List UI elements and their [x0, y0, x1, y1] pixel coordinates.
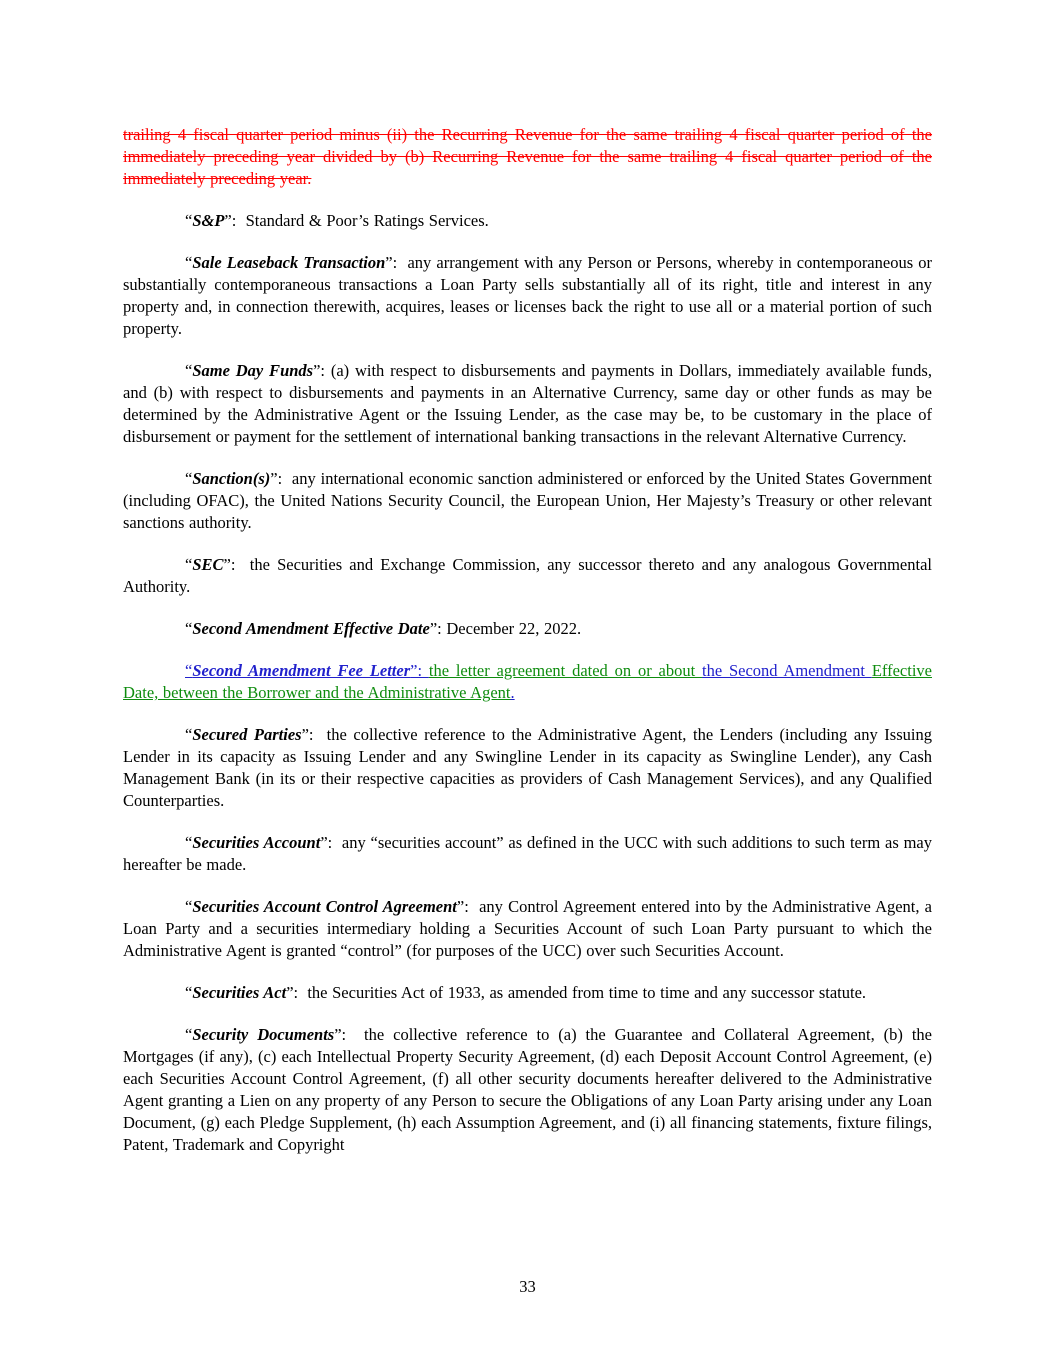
definition-securities-account-segment-normal: ”: any “securities account” as defined in the UCC with such additions to such term as may hereafter be made.: [123, 833, 932, 874]
definition-second-amendment-fee-letter-segment-ins-green: Effective Date, between the Borrower and the Administrative Agent: [123, 661, 932, 702]
definition-security-documents-segment-term: Security Documents: [192, 1025, 335, 1044]
definition-securities-act: [123, 982, 932, 1004]
definition-sanctions-segment-normal: “: [185, 469, 193, 488]
definition-same-day-funds-segment-normal: “: [185, 361, 193, 380]
definition-second-amendment-fee-letter-segment-ins-blue: ”:: [410, 661, 429, 680]
definition-second-amendment-effective-date: [123, 618, 932, 640]
definition-securities-account-control-agreement-segment-normal: ”: any Control Agreement entered into by the Administrative Agent, a Loan Party and a securities intermediary holding a Securities Account of such Loan Party pursuant to which the Administrative Agent is granted “control” (for purposes of the UCC) over such Securities Account.: [123, 897, 933, 960]
definition-second-amendment-fee-letter: [123, 660, 932, 704]
definition-security-documents-segment-normal: “: [185, 1025, 193, 1044]
definition-second-amendment-effective-date-segment-term: Second Amendment Effective Date: [192, 619, 430, 638]
definition-second-amendment-fee-letter-segment-ins-blue-term: Second Amendment Fee Letter: [192, 661, 411, 680]
definition-sec-segment-normal: “: [185, 555, 193, 574]
definition-security-documents: [123, 1024, 932, 1156]
definition-secured-parties-segment-normal: ”: the collective reference to the Administrative Agent, the Lenders (including any Issuing Lender in its capacity as Issuing Lender and any Swingline Lender in its capacity as Swingline Lender), any Cash Management Bank (in its or their respective capacities as providers of Cash Management Services), and any Qualified Counterparties.: [123, 725, 932, 810]
definition-sanctions: [123, 468, 932, 534]
definition-sanctions-segment-term: Sanction(s): [192, 469, 271, 488]
definition-sanctions-segment-normal: ”: any international economic sanction administered or enforced by the United States Government (including OFAC), the United Nations Security Council, the European Union, Her Majesty’s Treasury or other relevant sanctions authority.: [123, 469, 932, 532]
definition-same-day-funds-segment-normal: ”: (a) with respect to disbursements and payments in Dollars, immediately available funds, and (b) with respect to disbursements and payments in an Alternative Currency, same day or other funds as may be determined by the Administrative Agent or the Issuing Lender, as the case may be, to be customary in the place of disbursement or payment for the settlement of international banking transactions in the relevant Alternative Currency.: [123, 361, 932, 446]
definition-sale-leaseback-transaction-segment-term: Sale Leaseback Transaction: [192, 253, 386, 272]
definition-securities-account-control-agreement: [123, 896, 932, 962]
definition-securities-act-segment-normal: ”: the Securities Act of 1933, as amended from time to time and any successor statute.: [286, 983, 867, 1002]
definition-sec-segment-term: SEC: [192, 555, 224, 574]
definition-sale-leaseback-transaction-segment-normal: “: [185, 253, 193, 272]
definition-sandp: [123, 210, 932, 232]
definition-securities-account: [123, 832, 932, 876]
definition-second-amendment-fee-letter-segment-ins-blue: .: [510, 683, 515, 702]
definition-sandp-segment-normal: “: [185, 211, 193, 230]
page-number: 33: [519, 1277, 536, 1296]
definition-second-amendment-effective-date-segment-normal: “: [185, 619, 193, 638]
definition-secured-parties-segment-term: Secured Parties: [192, 725, 302, 744]
definition-securities-account-control-agreement-segment-term: Securities Account Control Agreement: [192, 897, 457, 916]
definition-secured-parties: [123, 724, 932, 812]
definition-same-day-funds-segment-term: Same Day Funds: [192, 361, 314, 380]
deleted-clause-continuation: [123, 124, 932, 190]
definition-second-amendment-fee-letter-segment-ins-green: the letter agreement dated on or about: [428, 661, 702, 680]
definition-second-amendment-fee-letter-segment-ins-blue: “: [185, 661, 193, 680]
definition-secured-parties-segment-normal: “: [185, 725, 193, 744]
definition-sec: [123, 554, 932, 598]
definition-securities-account-segment-normal: “: [185, 833, 193, 852]
definition-securities-account-segment-term: Securities Account: [192, 833, 321, 852]
definition-sandp-segment-term: S&P: [192, 211, 225, 230]
definition-securities-account-control-agreement-segment-normal: “: [185, 897, 193, 916]
definition-security-documents-segment-normal: ”: the collective reference to (a) the Guarantee and Collateral Agreement, (b) the Mortgages (if any), (c) each Intellectual Property Security Agreement, (d) each Deposit Account Control Agreement, (e) each Securities Account Control Agreement, (f) all other security documents hereafter delivered to the Administrative Agent granting a Lien on any property of any Person to secure the Obligations of any Loan Party arising under any Loan Document, (g) each Pledge Supplement, (h) each Assumption Agreement, and (i) all financing statements, fixture filings, Patent, Trademark and Copyright: [123, 1025, 932, 1154]
deleted-clause-continuation-segment-del: trailing 4 fiscal quarter period minus (ii) the Recurring Revenue for the same trailing 4 fiscal quarter period of the immediately preceding year divided by (b) Recurring Revenue for the same trailing 4 fiscal quarter period of the immediately preceding year.: [123, 125, 932, 188]
definition-sandp-segment-normal: ”: Standard & Poor’s Ratings Services.: [224, 211, 489, 230]
definition-same-day-funds: [123, 360, 932, 448]
definition-sale-leaseback-transaction-segment-normal: ”: any arrangement with any Person or Persons, whereby in contemporaneous or substantially contemporaneous transactions a Loan Party sells substantially all of its right, title and interest in any property and, in connection therewith, acquires, leases or licenses back the right to use all or a material portion of such property.: [123, 253, 932, 338]
definition-second-amendment-effective-date-segment-normal: ”: December 22, 2022.: [429, 619, 582, 638]
definition-sec-segment-normal: ”: the Securities and Exchange Commission, any successor thereto and any analogous Governmental Authority.: [123, 555, 932, 596]
definition-securities-act-segment-normal: “: [185, 983, 193, 1002]
definition-sale-leaseback-transaction: [123, 252, 932, 340]
definition-second-amendment-fee-letter-segment-ins-blue: the Second Amendment: [701, 661, 872, 680]
document-body: [123, 124, 932, 1176]
definition-securities-act-segment-term: Securities Act: [192, 983, 287, 1002]
